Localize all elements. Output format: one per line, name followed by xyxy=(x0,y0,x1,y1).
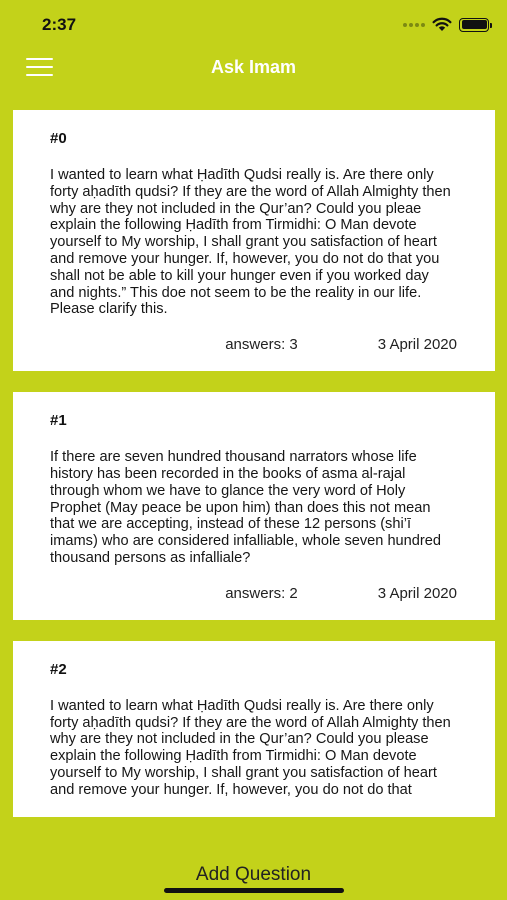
question-list[interactable] xyxy=(13,110,495,847)
answers-count: answers: 3 xyxy=(225,336,298,354)
question-text: I wanted to learn what Ḥadīth Qudsi really is. Are there only forty aḥadīth qudsi? If they are the word of Allah Almighty then why are they not included in the Qur’an? Could you please explain the following Ḥadīth from Tirmidhi: O Man devote yourself to My worship, I shall grant you satisfaction of heart and remove your hunger. If, however, you do not do that xyxy=(50,697,451,798)
status-bar xyxy=(0,0,507,48)
home-indicator xyxy=(164,888,344,893)
cellular-signal-icon xyxy=(403,23,425,27)
nav-bar xyxy=(0,48,507,88)
question-number: #2 xyxy=(50,660,67,678)
battery-icon xyxy=(459,18,489,32)
question-text: I wanted to learn what Ḥadīth Qudsi really is. Are there only forty aḥadīth qudsi? If they are the word of Allah Almighty then why are they not included in the Qur’an? Could you pleae explain the following Ḥadīth from Tirmidhi: O Man devote yourself to My worship, I shall grant you satisfaction of heart and remove your hunger. If, however, you do not do that you shall not be able to kill your hunger even if you worked day and nights.” This doe not seem to be the reality in our life. Please clarify this. xyxy=(50,167,451,318)
question-card[interactable] xyxy=(13,110,495,371)
bottom-bar xyxy=(0,848,507,900)
question-footer xyxy=(50,585,457,602)
question-date: 3 April 2020 xyxy=(377,584,457,602)
question-card[interactable] xyxy=(13,392,495,620)
wifi-icon xyxy=(432,17,452,32)
question-card[interactable] xyxy=(13,641,495,817)
question-date: 3 April 2020 xyxy=(377,336,457,354)
add-question-button[interactable]: Add Question xyxy=(0,864,507,886)
status-time: 2:37 xyxy=(42,15,77,34)
question-number: #1 xyxy=(50,412,67,430)
question-footer xyxy=(50,336,457,353)
question-text: If there are seven hundred thousand narrators whose life history has been recorded in the books of asma al-rajal through whom we have to glance the very word of Holy Prophet (May peace be upon him) than does this not mean that we are accepting, instead of these 12 persons (shi’ī imams) who are considered infalliable, whole seven hundred thousand persons as infalliale? xyxy=(50,449,442,566)
status-icons xyxy=(403,17,489,32)
answers-count: answers: 2 xyxy=(225,584,298,602)
question-number: #0 xyxy=(50,130,67,147)
page-title: Ask Imam xyxy=(210,57,297,77)
